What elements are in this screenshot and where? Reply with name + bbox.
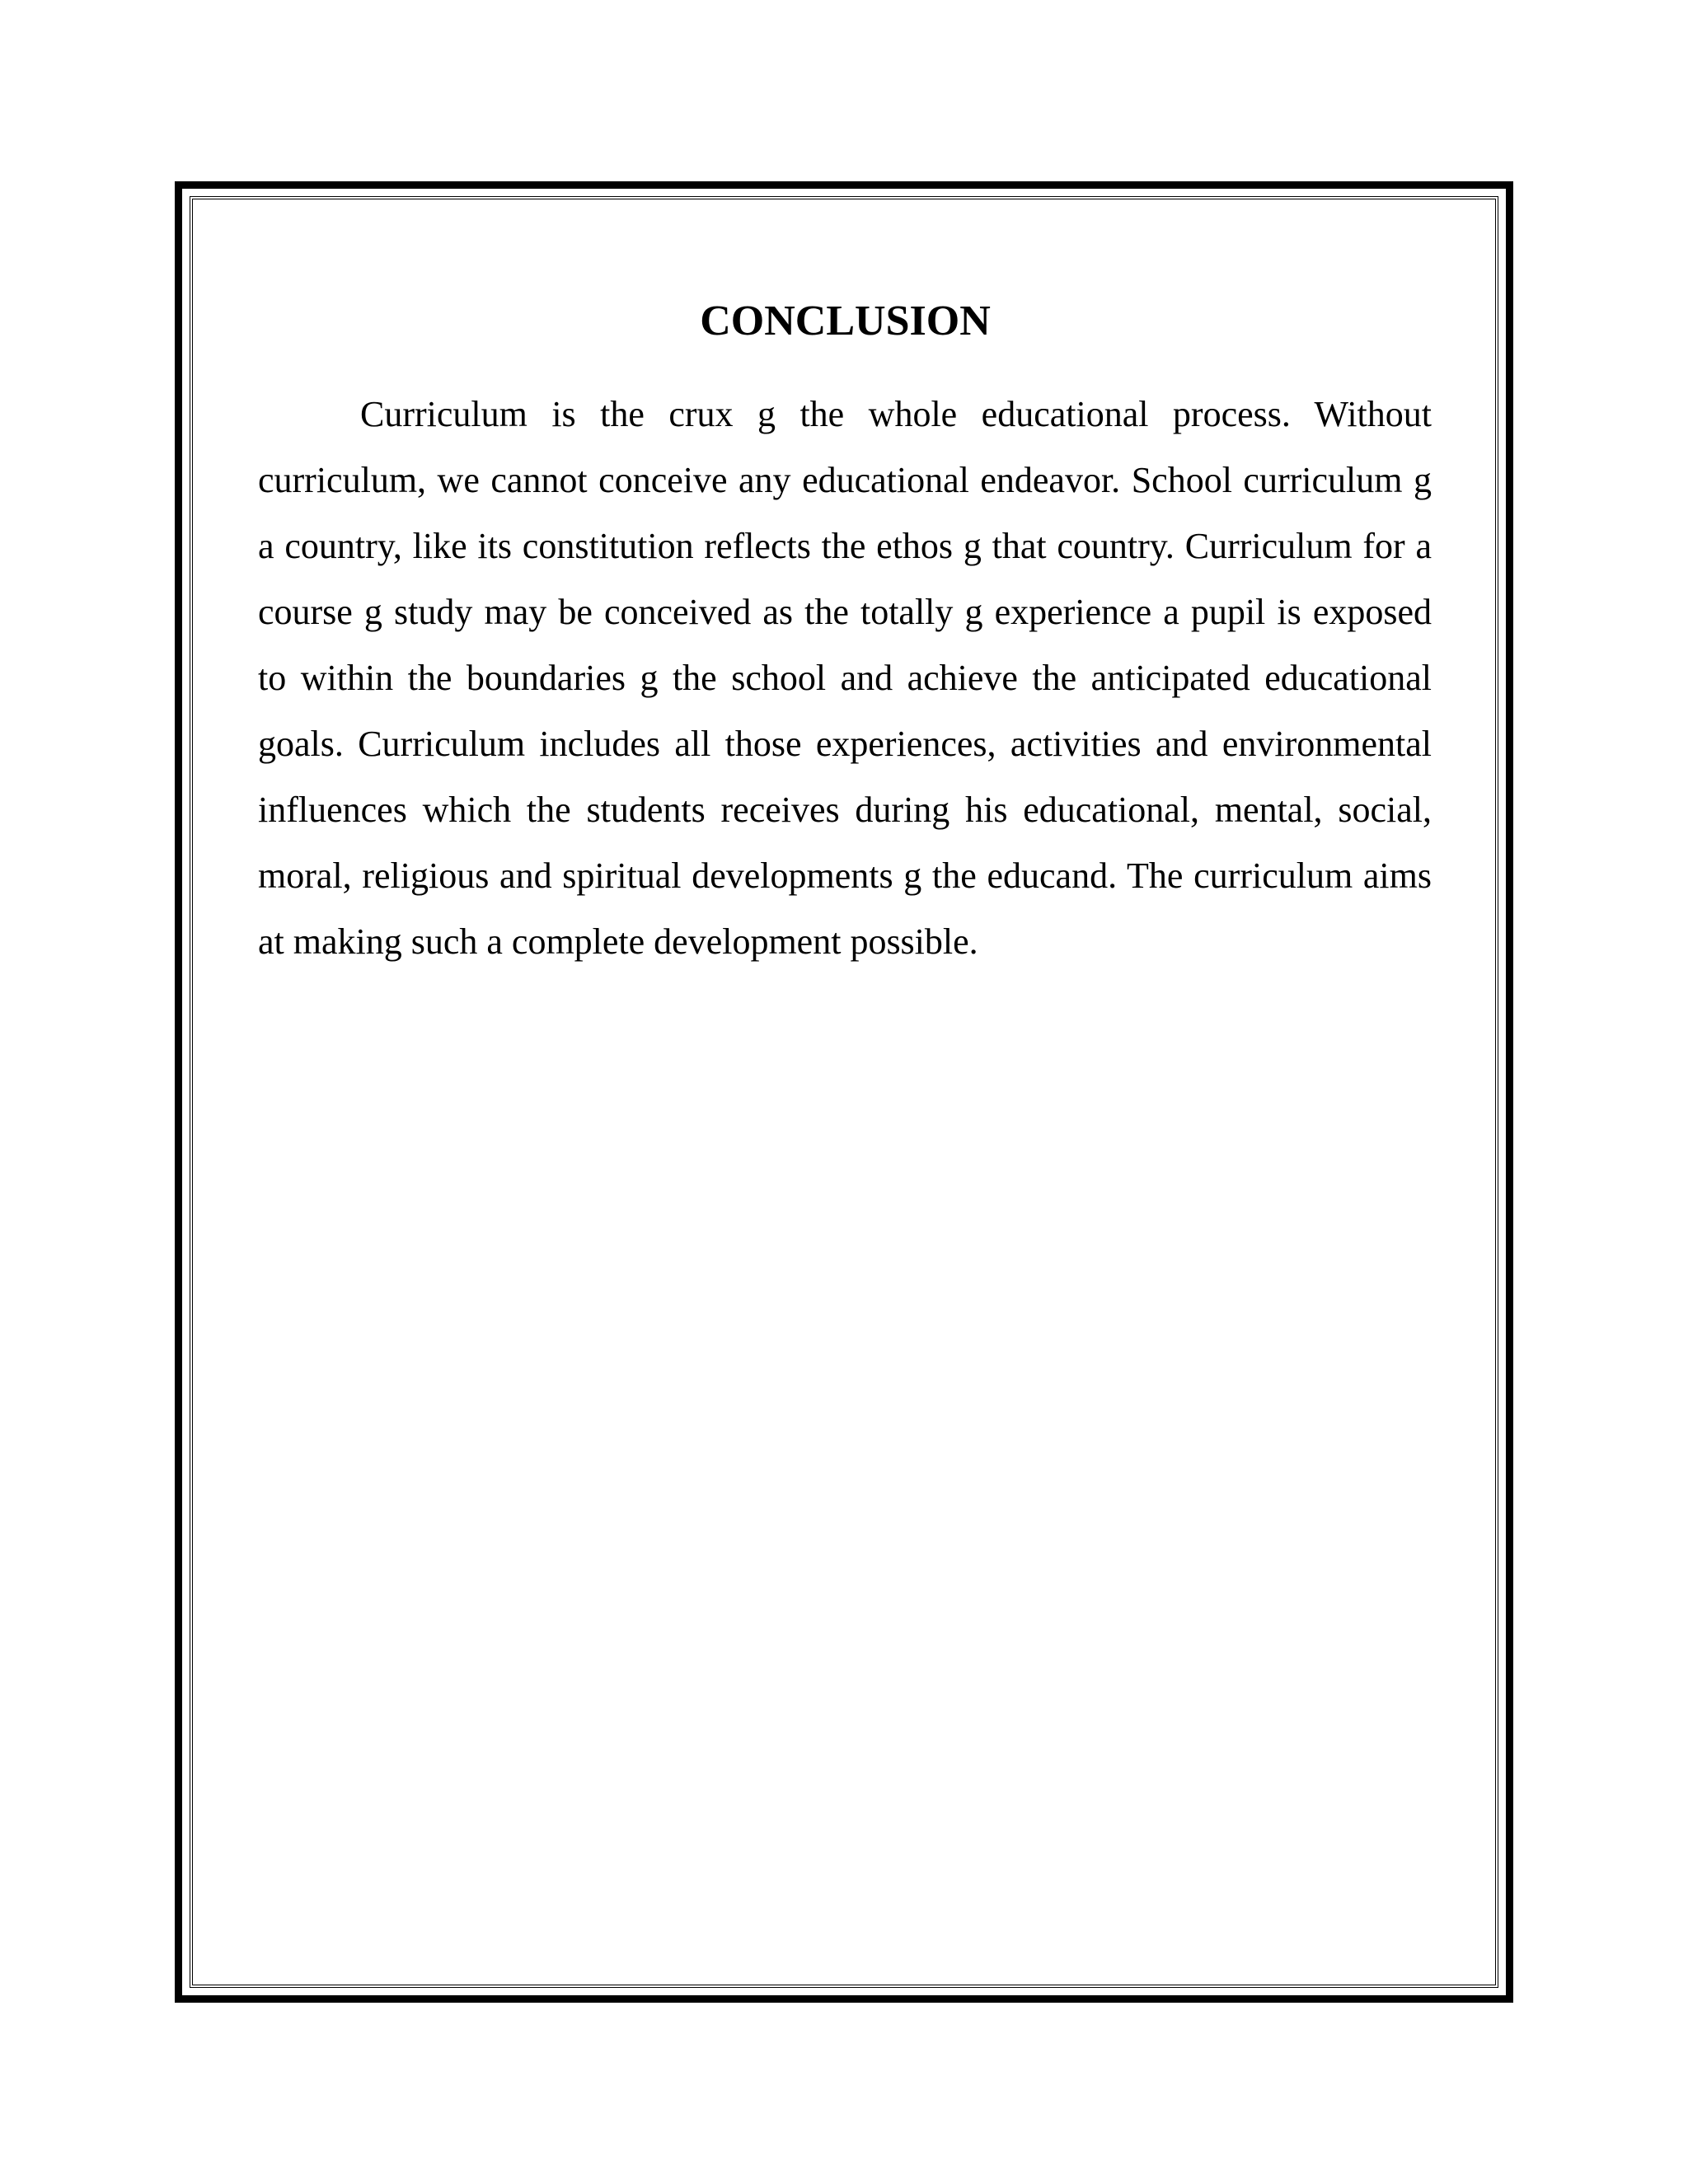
page-title: CONCLUSION	[700, 298, 991, 344]
page-content	[258, 284, 1432, 975]
conclusion-paragraph: Curriculum is the crux g the whole educational process. Without curriculum, we cannot conceive any educational endeavor. School curriculum g a country, like its constitution reflects the ethos g that country. Curriculum for a course g study may be conceived as the totally g experience a pupil is exposed to within the boundaries g the school and achieve the anticipated educational goals. Curriculum includes all those experiences, activities and environmental influences which the students receives during his educational, mental, social, moral, religious and spiritual developments g the educand. The curriculum aims at making such a complete development possible.	[258, 394, 1432, 962]
